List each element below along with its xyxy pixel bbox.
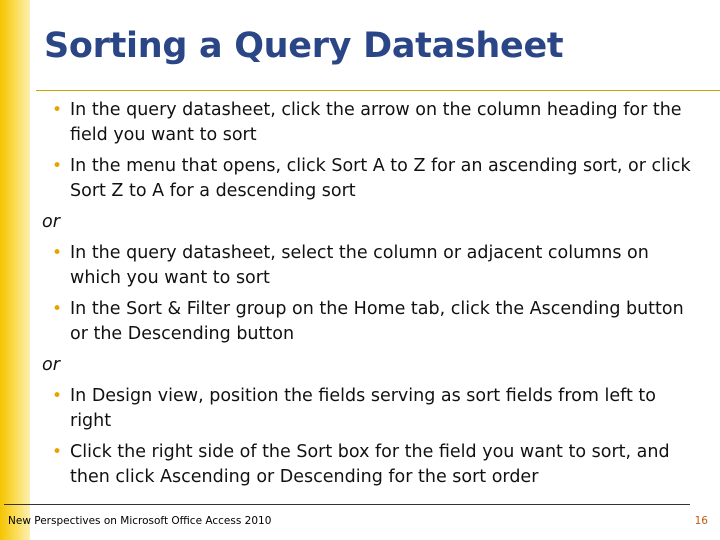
footer-divider [4, 504, 690, 505]
or-separator: or [42, 212, 60, 232]
slide-content [42, 98, 692, 496]
bullet-item: • In the query datasheet, click the arrow on the column heading for the field you want to sort [52, 98, 692, 148]
bullet-item: • Click the right side of the Sort box for the field you want to sort, and then click Ascending or Descending for the sort order [52, 440, 692, 490]
bullet-item: • In Design view, position the fields serving as sort fields from left to right [52, 384, 692, 434]
bullet-item: • In the Sort & Filter group on the Home tab, click the Ascending button or the Descending button [52, 297, 692, 347]
accent-band [0, 0, 30, 540]
slide-title: Sorting a Query Datasheet [44, 26, 564, 66]
footer-text: New Perspectives on Microsoft Office Access 2010 [8, 515, 272, 527]
bullet-item: • In the menu that opens, click Sort A to Z for an ascending sort, or click Sort Z to A for a descending sort [52, 154, 692, 204]
page-number: 16 [694, 515, 708, 527]
bullet-item: • In the query datasheet, select the column or adjacent columns on which you want to sort [52, 241, 692, 291]
or-separator: or [42, 355, 60, 375]
title-divider [36, 90, 720, 91]
